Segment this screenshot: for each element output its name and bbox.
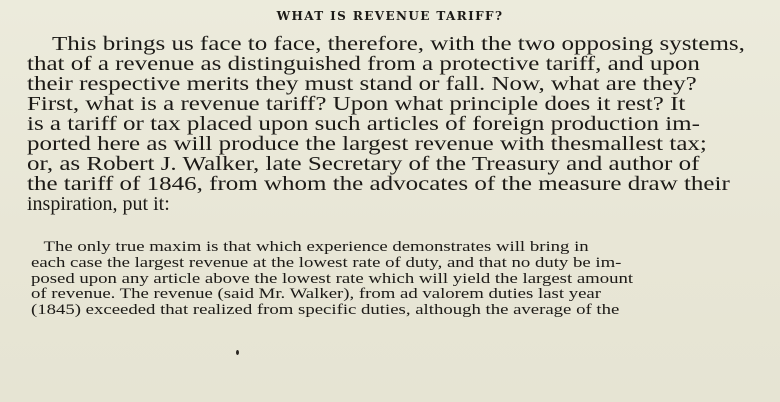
paragraph-line: their respective merits they must stand or fall. Now, what are they?	[27, 73, 697, 95]
paragraph-line: inspiration, put it:	[27, 193, 170, 215]
ink-speck	[236, 350, 239, 355]
section-heading: WHAT IS REVENUE TARIFF?	[276, 9, 504, 23]
paragraph-line: or, as Robert J. Walker, late Secretary of the Treasury and author of	[27, 153, 700, 175]
paragraph-line: This brings us face to face, therefore, with the two opposing systems,	[52, 33, 745, 55]
main-paragraph	[27, 34, 747, 214]
quote-line: each case the largest revenue at the lowest rate of duty, and that no duty be im-	[31, 254, 622, 271]
paragraph-line: that of a revenue as distinguished from a protective tariff, and upon	[27, 53, 700, 75]
paragraph-line: the tariff of 1846, from whom the advocates of the measure draw their	[27, 173, 730, 195]
paragraph-line: is a tariff or tax placed upon such articles of foreign production im-	[27, 113, 700, 135]
paragraph-line: ported here as will produce the largest revenue with thesmallest tax;	[27, 133, 707, 155]
quote-line: of revenue. The revenue (said Mr. Walker), from ad valorem duties last year	[31, 286, 601, 303]
paragraph-line: First, what is a revenue tariff? Upon what principle does it rest? It	[27, 93, 686, 115]
quoted-passage	[31, 240, 746, 319]
quote-line: posed upon any article above the lowest rate which will yield the largest amount	[31, 270, 634, 287]
quote-line: (1845) exceeded that realized from specific duties, although the average of the	[31, 302, 620, 319]
quote-line: The only true maxim is that which experience demonstrates will bring in	[43, 239, 589, 255]
